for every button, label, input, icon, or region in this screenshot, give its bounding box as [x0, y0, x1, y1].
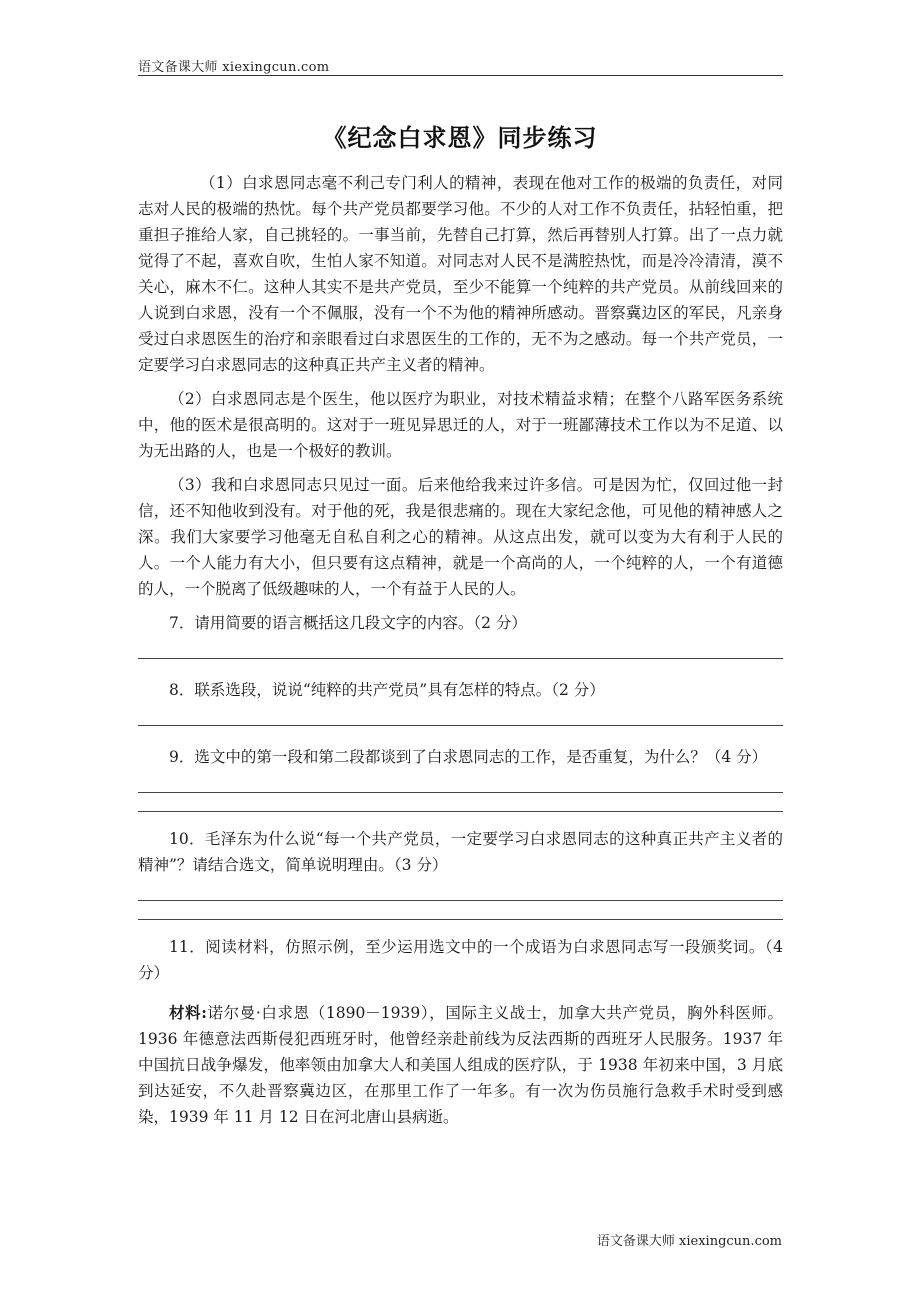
page-title: 《纪念白求恩》同步练习 [322, 124, 598, 152]
document-body [138, 170, 783, 1130]
answer-line-10b[interactable] [138, 919, 783, 920]
question-11: 11．阅读材料，仿照示例，至少运用选文中的一个成语为白求恩同志写一段颁奖词。（4 分） [138, 938, 783, 982]
material-label: 材料: [169, 1003, 207, 1022]
question-9: 9．选文中的第一段和第二段都谈到了白求恩同志的工作，是否重复，为什么？（4 分） [169, 748, 768, 766]
question-10: 10．毛泽东为什么说“每一个共产党员，一定要学习白求恩同志的这种真正共产主义者的精神”？请结合选文，简单说明理由。（3 分） [138, 830, 783, 874]
header-rule [138, 75, 783, 76]
page-header: 语文备课大师 xiexingcun.com [138, 60, 330, 75]
page-footer: 语文备课大师 xiexingcun.com [596, 1234, 782, 1249]
paragraph-3: （3）我和白求恩同志只见过一面。后来他给我来过许多信。可是因为忙，仅回过他一封信，还不知他收到没有。对于他的死，我是很悲痛的。现在大家纪念他，可见他的精神感人之深。我们大家要学习他毫无自私自利之心的精神。从这点出发，就可以变为大有利于人民的人。一个人能力有大小，但只要有这点精神，就是一个高尚的人，一个纯粹的人，一个有道德的人，一个脱离了低级趣味的人，一个有益于人民的人。 [138, 476, 783, 598]
answer-line-10a[interactable] [138, 900, 783, 901]
answer-line-9b[interactable] [138, 811, 783, 812]
answer-line-8[interactable] [138, 725, 783, 726]
answer-line-9a[interactable] [138, 792, 783, 793]
paragraph-1: （1）白求恩同志毫不利己专门利人的精神，表现在他对工作的极端的负责任，对同志对人民的极端的热忱。每个共产党员都要学习他。不少的人对工作不负责任，拈轻怕重，把重担子推给人家，自己挑轻的。一事当前，先替自己打算，然后再替别人打算。出了一点力就觉得了不起，喜欢自吹，生怕人家不知道。对同志对人民不是满腔热忱，而是冷冷清清，漠不关心，麻木不仁。这种人其实不是共产党员，至少不能算一个纯粹的共产党员。从前线回来的人说到白求恩，没有一个不佩服，没有一个不为他的精神所感动。晋察冀边区的军民，凡亲身受过白求恩医生的治疗和亲眼看过白求恩医生的工作的，无不为之感动。每一个共产党员，一定要学习白求恩同志的这种真正共产主义者的精神。 [138, 174, 783, 374]
paragraph-2: （2）白求恩同志是个医生，他以医疗为职业，对技术精益求精；在整个八路军医务系统中，他的医术是很高明的。这对于一班见异思迁的人，对于一班鄙薄技术工作以为不足道、以为无出路的人，也是一个极好的教训。 [138, 390, 783, 460]
answer-line-7[interactable] [138, 658, 783, 659]
material-paragraph [138, 1000, 783, 1130]
question-8: 8．联系选段，说说“纯粹的共产党员”具有怎样的特点。（2 分） [169, 681, 605, 699]
material-text: 诺尔曼·白求恩（1890－1939），国际主义战士，加拿大共产党员，胸外科医师。1936 年德意法西斯侵犯西班牙时，他曾经亲赴前线为反法西斯的西班牙人民服务。1937 年中国抗日战争爆发，他率领由加拿大人和美国人组成的医疗队，于 1938 年初来中国，3 月底到达延安，不久赴晋察冀边区，在那里工作了一年多。有一次为伤员施行急救手术时受到感染，1939 年 11 月 12 日在河北唐山县病逝。 [138, 1004, 783, 1126]
question-7: 7．请用简要的语言概括这几段文字的内容。（2 分） [169, 614, 527, 632]
